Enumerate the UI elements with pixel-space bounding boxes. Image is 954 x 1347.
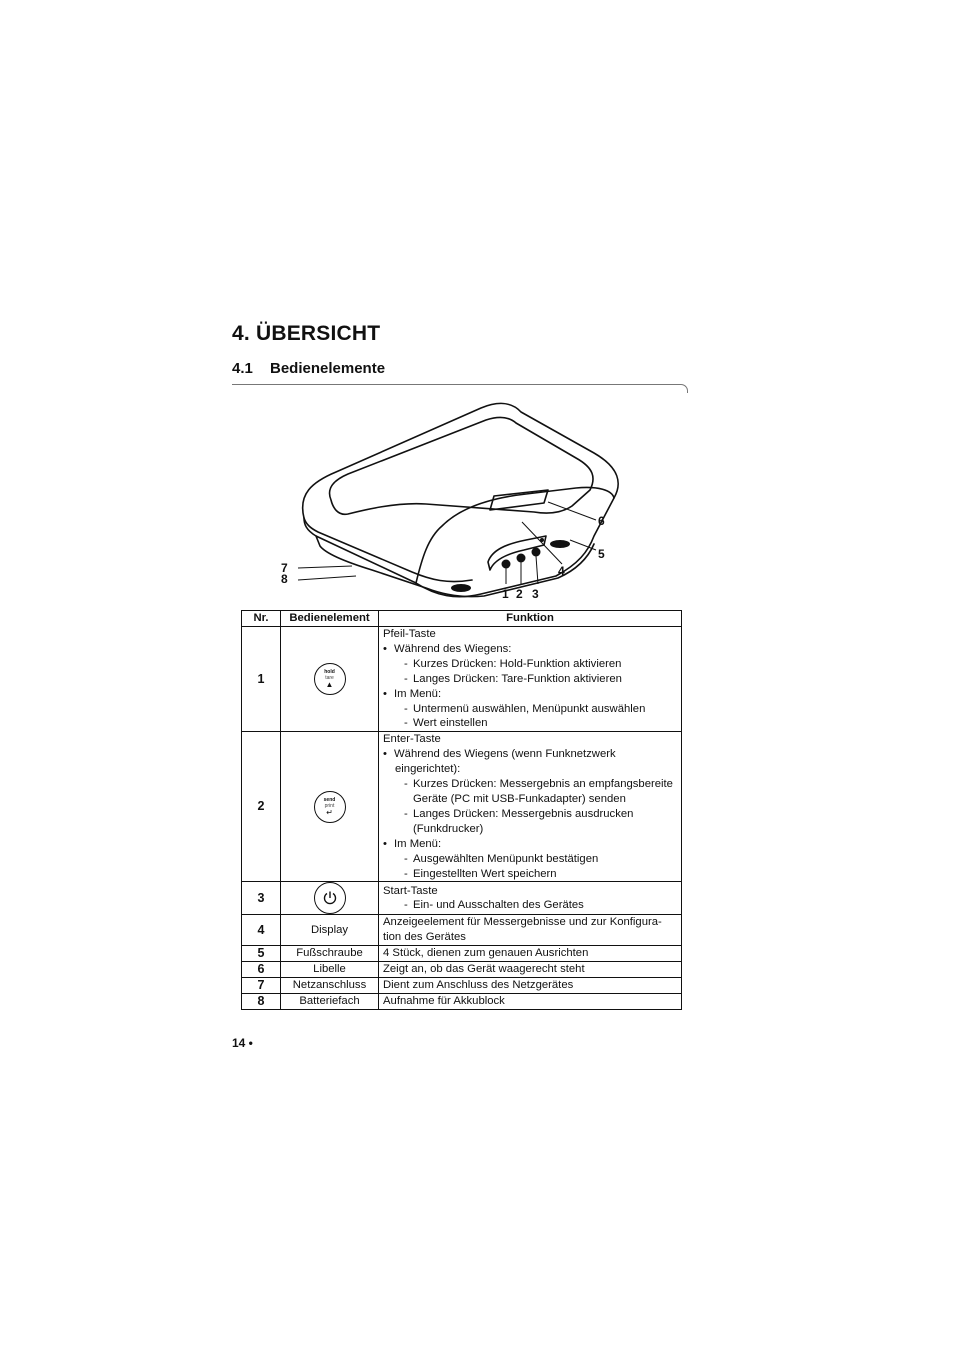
function-line: Enter-Taste	[383, 733, 441, 746]
function-line: Start-Taste	[383, 884, 438, 897]
heading-rule-corner	[680, 384, 688, 393]
table-row	[242, 978, 682, 994]
key-3	[532, 548, 541, 557]
device-top-panel	[330, 417, 594, 514]
function-line: - Wert einstellen	[383, 716, 677, 731]
row-number: 5	[242, 946, 281, 962]
section-title: ÜBERSICHT	[255, 322, 381, 345]
function-line: - Kurzes Drücken: Messergebnis an empfangsbereite	[383, 777, 677, 792]
row-element-icon-cell	[281, 627, 379, 732]
function-line: • Im Menü:	[383, 837, 677, 852]
key-2	[517, 554, 526, 563]
row-element-name: Display	[281, 915, 379, 946]
function-line: tion des Gerätes	[383, 931, 466, 944]
device-top-outline	[303, 403, 619, 596]
row-number: 1	[242, 627, 281, 732]
callout-5: 5	[598, 547, 605, 561]
function-line: 4 Stück, dienen zum genauen Ausrichten	[383, 947, 589, 960]
row-number: 3	[242, 882, 281, 915]
row-function	[379, 915, 682, 946]
row-number: 2	[242, 732, 281, 882]
table-row	[242, 627, 682, 732]
key-label-symbol: ▲	[325, 680, 334, 690]
function-line: - Untermenü auswählen, Menüpunkt auswählen	[383, 702, 677, 717]
key-label-top: send	[323, 796, 336, 803]
row-element-icon-cell	[281, 882, 379, 915]
row-function	[379, 732, 682, 882]
header-element: Bedienelement	[281, 611, 379, 627]
table-row	[242, 993, 682, 1009]
row-element-name: Libelle	[281, 962, 379, 978]
callout-8: 8	[281, 572, 288, 586]
section-heading	[232, 322, 380, 346]
function-line: • Im Menü:	[383, 687, 677, 702]
row-function	[379, 882, 682, 915]
function-line: - Ein- und Ausschalten des Gerätes	[383, 898, 677, 913]
callout-6: 6	[598, 514, 605, 528]
callout-4: 4	[558, 564, 565, 578]
subsection-number: 4.1	[232, 360, 253, 377]
table-header-row	[242, 611, 682, 627]
foot-right	[550, 540, 570, 548]
key-label-bottom: print	[324, 802, 335, 809]
row-function	[379, 993, 682, 1009]
callout-2: 2	[516, 587, 523, 601]
row-element-icon-cell	[281, 732, 379, 882]
row-number: 7	[242, 978, 281, 994]
device-front-curve	[416, 487, 614, 583]
key-1	[502, 560, 511, 569]
table-row	[242, 732, 682, 882]
power-key-icon	[314, 882, 346, 914]
function-line: • Während des Wiegens (wenn Funknetzwerk	[383, 747, 677, 762]
function-line: Anzeigeelement für Messergebnisse und zur Konfigura-	[383, 916, 662, 929]
header-function: Funktion	[379, 611, 682, 627]
row-element-name: Netzanschluss	[281, 978, 379, 994]
row-function	[379, 627, 682, 732]
callout-1: 1	[502, 587, 509, 601]
device-side-band	[304, 518, 472, 582]
key-label-top: hold	[324, 669, 335, 676]
section-number: 4.	[232, 322, 250, 345]
function-line: Aufnahme für Akkublock	[383, 994, 505, 1007]
row-function	[379, 962, 682, 978]
function-line: - Ausgewählten Menüpunkt bestätigen	[383, 852, 677, 867]
function-line: - Langes Drücken: Messergebnis ausdrucken	[383, 807, 677, 822]
row-number: 6	[242, 962, 281, 978]
row-element-name: Fußschraube	[281, 946, 379, 962]
callout-3: 3	[532, 587, 539, 601]
subsection-heading	[232, 360, 385, 377]
callout-7: 7	[281, 561, 288, 575]
header-nr: Nr.	[242, 611, 281, 627]
function-line: (Funkdrucker)	[413, 822, 484, 835]
send-print-key-icon	[314, 791, 346, 823]
key-label-symbol: ↵	[326, 807, 333, 817]
subsection-title: Bedienelemente	[270, 360, 386, 377]
scale-device-illustration	[276, 398, 626, 603]
row-function	[379, 978, 682, 994]
page-number: 14 •	[232, 1036, 253, 1050]
hold-tare-key-icon	[314, 663, 346, 695]
function-line: Dient zum Anschluss des Netzgerätes	[383, 979, 574, 992]
row-element-name: Batteriefach	[281, 993, 379, 1009]
row-number: 4	[242, 915, 281, 946]
heading-rule	[232, 384, 680, 385]
function-line: eingerichtet):	[395, 763, 461, 776]
function-line: - Langes Drücken: Tare-Funktion aktivieren	[383, 672, 677, 687]
function-line: Geräte (PC mit USB-Funkadapter) senden	[413, 792, 626, 805]
table-row	[242, 946, 682, 962]
row-number: 8	[242, 993, 281, 1009]
controls-table	[241, 610, 682, 1010]
function-line: Pfeil-Taste	[383, 628, 436, 640]
table-row	[242, 882, 682, 915]
row-function	[379, 946, 682, 962]
table-row	[242, 962, 682, 978]
function-line: Zeigt an, ob das Gerät waagerecht steht	[383, 963, 585, 976]
foot-front	[451, 584, 471, 592]
function-line: - Kurzes Drücken: Hold-Funktion aktivieren	[383, 657, 677, 672]
key-label-bottom: tare	[325, 675, 334, 682]
function-line: • Während des Wiegens:	[383, 642, 677, 657]
table-row	[242, 915, 682, 946]
function-line: - Eingestellten Wert speichern	[383, 867, 677, 882]
